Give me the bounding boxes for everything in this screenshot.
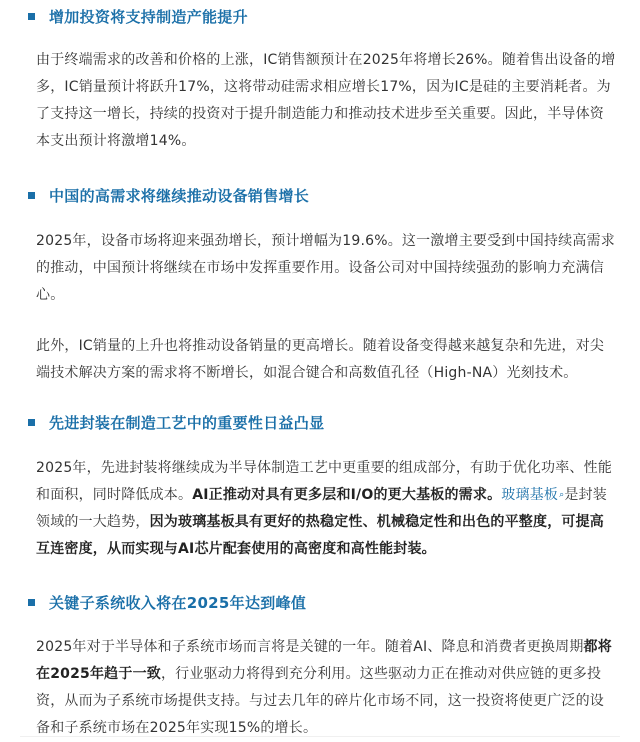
paragraph-line-mixed [36, 634, 628, 661]
bold-text: 互连密度，从而实现与AI芯片配套使用的高密度和高性能封装。 [36, 541, 436, 557]
paragraph-line: 2025年，先进封装将继续成为半导体制造工艺中更重要的组成部分，有助于优化功率、性能 [36, 460, 613, 476]
paragraph-line: 2025年，设备市场将迎来强劲增长，预计增幅为19.6%。这一激增主要受到中国持续高需求 [36, 233, 615, 249]
paragraph-line: 备和子系统市场在2025年实现15%的增长。 [36, 720, 318, 736]
link-text[interactable]: 玻璃基板 [501, 487, 559, 503]
bold-text: AI正推动对具有更多层和I/O的更大基板的需求。 [192, 487, 502, 503]
plain-text: 领域的一大趋势， [36, 514, 150, 530]
paragraph-line-mixed [36, 536, 628, 563]
plain-text: 和面积，同时降低成本。 [36, 487, 193, 503]
heading-bullet-icon [28, 599, 35, 606]
bold-text: 因为玻璃基板具有更好的热稳定性、机械稳定性和出色的平整度，可提高 [149, 514, 605, 530]
bold-text: 都将 [583, 639, 612, 655]
plain-text: ，行业驱动力将得到充分利用。这些驱动力正在推动对供应链的更多投 [160, 666, 602, 682]
paragraph-line: 此外，IC销量的上升也将推动设备销量的更高增长。随着设备变得越来越复杂和先进，对尖 [36, 338, 605, 354]
section-heading-text: 关键子系统收入将在2025年达到峰值 [49, 593, 307, 612]
section-heading-3 [28, 411, 324, 433]
paragraph-line: 资，从而为子系统市场提供支持。与过去几年的碎片化市场不同，这一投资将使更广泛的设 [36, 693, 604, 709]
paragraph-line: 由于终端需求的改善和价格的上涨，IC销售额预计在2025年将增长26%。随着售出设备的增 [36, 52, 616, 68]
paragraph-2 [36, 228, 628, 309]
section-heading-2 [28, 184, 309, 206]
paragraph-line: 本支出预计将激增14%。 [36, 133, 196, 149]
section-heading-4 [28, 591, 306, 613]
paragraph-line: 端技术解决方案的需求将不断增长，如混合键合和高数值孔径（High-NA）光刻技术。 [36, 365, 578, 381]
section-heading-text: 中国的高需求将继续推动设备销售增长 [49, 186, 310, 205]
section-heading-text: 先进封装在制造工艺中的重要性日益凸显 [49, 413, 325, 432]
paragraph-line: 了支持这一增长，持续的投资对于提升制造能力和推动技术进步至关重要。因此，半导体资 [36, 106, 604, 122]
divider [20, 736, 620, 737]
paragraph-line: 的推动，中国预计将继续在市场中发挥重要作用。设备公司对中国持续强劲的影响力充满信 [36, 260, 604, 276]
paragraph-line-mixed [36, 661, 628, 688]
paragraph-line: 多，IC销量预计将跃升17%，这将带动硅需求相应增长17%，因为IC是硅的主要消耗者。为 [36, 79, 611, 95]
paragraph-line-mixed [36, 509, 628, 536]
bold-text: 在2025年趋于一致 [36, 666, 161, 682]
heading-bullet-icon [28, 419, 35, 426]
paragraph-line: 心。 [36, 287, 65, 303]
paragraph-line-mixed [36, 482, 628, 509]
paragraph-5 [36, 634, 628, 742]
paragraph-4 [36, 455, 628, 563]
heading-bullet-icon [28, 13, 35, 20]
glass-substrate-link[interactable] [501, 487, 564, 503]
section-heading-text: 增加投资将支持制造产能提升 [49, 7, 248, 26]
paragraph-3 [36, 333, 628, 387]
search-icon[interactable]: ⌕ [559, 490, 565, 500]
plain-text: 2025年对于半导体和子系统市场而言将是关键的一年。随着AI、降息和消费者更换周期 [36, 639, 584, 655]
heading-bullet-icon [28, 192, 35, 199]
plain-text: 是封装 [564, 487, 607, 503]
paragraph-1 [36, 47, 628, 155]
section-heading-1 [28, 5, 248, 27]
